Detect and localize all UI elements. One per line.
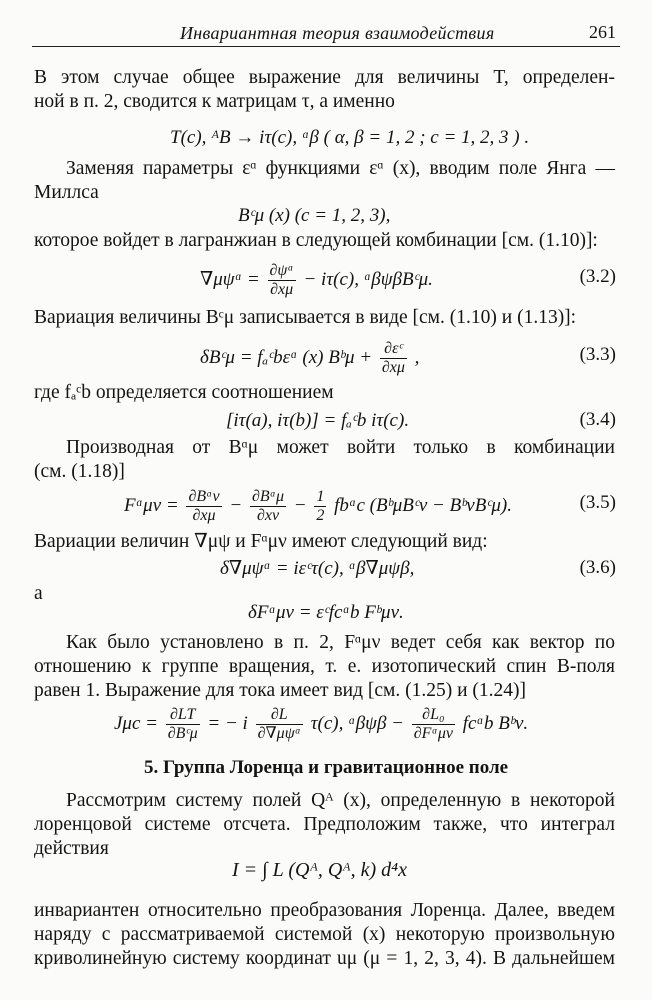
text-line: Миллса <box>34 182 99 203</box>
numerator: ∂Bᵅν <box>188 488 220 505</box>
denominator: ∂xμ <box>381 359 405 376</box>
page-number: 261 <box>589 22 616 42</box>
text-line: ной в п. 2, сводится к матрицам τ, а именно <box>34 91 395 112</box>
numerator: ∂L <box>256 706 303 725</box>
equation-number: (3.2) <box>579 266 616 287</box>
running-title: Инвариантная теория взаимодействия <box>180 23 495 43</box>
text-line: лоренцовой системе отсчета. Предположим также, что интеграл <box>34 814 615 835</box>
eq-lhs: ∇μψᵅ = <box>200 268 260 290</box>
text-line: Рассмотрим систему полей Qᴬ (x), определенную в некоторой <box>66 790 615 811</box>
denominator: ∂Fᵅμν <box>413 725 453 742</box>
text-line: наряду с рассматриваемой системой (x) некоторую произвольную <box>34 924 615 945</box>
fraction <box>412 706 455 743</box>
text-line: равен 1. Выражение для тока имеет вид [см. (1.25) и (1.24)] <box>34 680 527 701</box>
eq-lhs: Jμc = <box>114 712 158 734</box>
page-header <box>32 20 620 47</box>
numerator: 1 <box>316 488 325 505</box>
equation-field-variation: δFᵅμν = εᶜfcᵅb Fᵇμν. <box>248 602 404 623</box>
eq-lhs: δBᶜμ = fₐᶜbεᵅ (x) Bᵇμ + <box>200 346 373 368</box>
denominator: 2 <box>316 507 325 524</box>
fraction <box>186 488 221 525</box>
fraction <box>256 706 303 743</box>
denominator: ∂xμ <box>192 507 216 524</box>
numerator: ∂LT <box>166 706 200 725</box>
text-line: которое войдет в лагранжиан в следующей комбинации [см. (1.10)]: <box>34 230 598 251</box>
eq-operator: = − i <box>207 712 248 734</box>
equation-number: (3.5) <box>579 492 616 513</box>
equation-yang-mills-field: Bᶜμ (x) (c = 1, 2, 3), <box>238 205 391 226</box>
text-line: Заменяя параметры εᵅ функциями εᵅ (x), вводим поле Янга — <box>66 158 615 179</box>
equation-3-2 <box>200 262 433 299</box>
section-heading: 5. Группа Лоренца и гравитационное поле <box>143 757 509 778</box>
equation-3-6: δ∇μψᵅ = iεᶜτ(c), ᵅβ∇μψβ, <box>220 558 415 579</box>
text-line: инвариантен относительно преобразования Лоренца. Далее, введем <box>34 900 615 921</box>
numerator: ∂ψᵅ <box>269 262 294 279</box>
text-line: отношению к группе вращения, т. е. изотопический спин B-поля <box>34 656 615 677</box>
eq-operator: − <box>293 494 307 516</box>
denominator: ∂xμ <box>270 281 294 298</box>
fraction <box>314 488 326 525</box>
numerator: ∂L₀ <box>412 706 455 725</box>
text-line: Вариация величины Bᶜμ записывается в виде [см. (1.10) и (1.13)]: <box>34 307 577 328</box>
text-line: криволинейную систему координат uμ (μ = 1, 2, 3, 4). В дальнейшем <box>34 948 615 969</box>
eq-rhs: , <box>414 346 420 368</box>
equation-3-3 <box>200 340 419 377</box>
text-line: Как было установлено в п. 2, Fᵅμν ведет себя как вектор по <box>66 632 615 653</box>
eq-rhs: − iτ(c), ᵅβψβBᶜμ. <box>303 268 433 290</box>
equation-3-4: [iτ(a), iτ(b)] = fₐᶜb iτ(c). <box>226 410 410 431</box>
text-line: (см. (1.18)] <box>34 461 125 482</box>
text-line: действия <box>34 838 109 859</box>
equation-current <box>114 706 528 743</box>
fraction <box>380 340 407 377</box>
denominator: ∂Bᶜμ <box>167 725 198 742</box>
fraction <box>268 262 296 299</box>
equation-3-5 <box>124 488 512 525</box>
equation-number: (3.4) <box>579 409 616 430</box>
numerator: ∂Bᵅμ <box>251 488 285 505</box>
equation-action-integral: I = ∫ L (Qᴬ, Qᴬ, k) d⁴x <box>232 859 407 881</box>
denominator: ∂∇μψᵅ <box>257 725 301 742</box>
text-line: а <box>34 583 43 604</box>
fraction <box>250 488 286 525</box>
denominator: ∂xν <box>256 507 280 524</box>
text-line: Вариации величин ∇μψ и Fᵅμν имеют следующий вид: <box>34 531 488 552</box>
text-line: Производная от Bᵅμ может войти только в комбинации <box>66 437 615 458</box>
text-line: В этом случае общее выражение для величины T, определен- <box>34 67 615 88</box>
numerator: ∂εᶜ <box>380 340 407 359</box>
eq-operator: − <box>229 494 243 516</box>
eq-rhs: fcᵅb Bᵇν. <box>462 712 529 734</box>
fraction <box>166 706 200 743</box>
equation-number: (3.6) <box>579 557 616 578</box>
equation-tau-map: T(c), ᴬB → iτ(c), ᵅβ ( α, β = 1, 2 ; c = 1, 2, 3 ) . <box>170 127 530 148</box>
equation-number: (3.3) <box>579 344 616 365</box>
eq-operator: τ(c), ᵅβψβ − <box>310 712 405 734</box>
eq-rhs: fbᵅc (BᵇμBᶜν − BᵇνBᶜμ). <box>334 494 512 516</box>
text-line: где fₐᶜb определяется соотношением <box>34 382 334 403</box>
eq-lhs: Fᵅμν = <box>124 494 179 516</box>
